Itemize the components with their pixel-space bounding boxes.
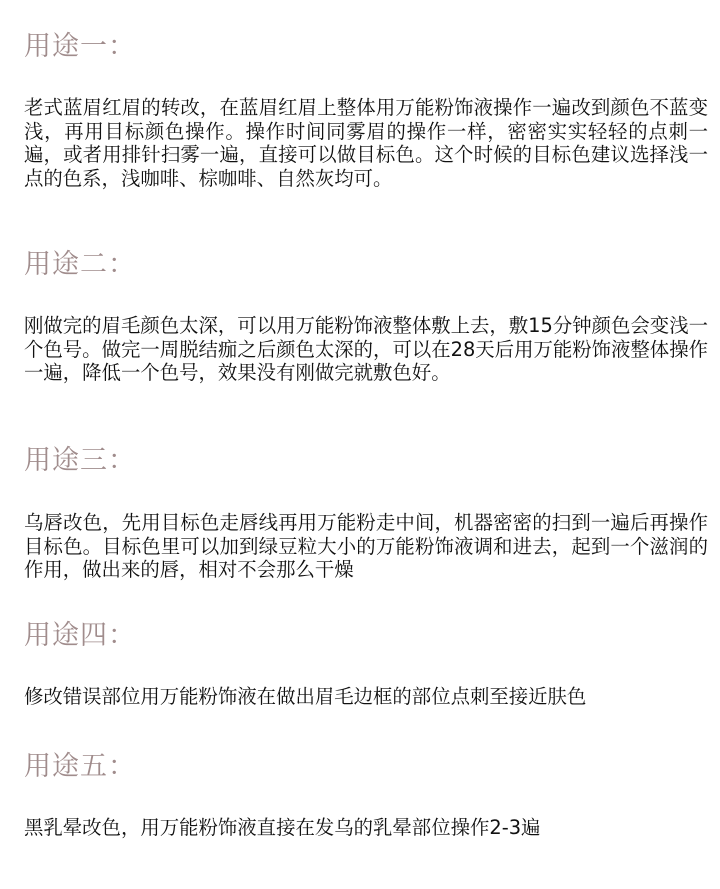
section-5-text: 黑乳晕改色，用万能粉饰液直接在发乌的乳晕部位操作2-3遍 [24, 816, 541, 839]
section-1-heading: 用途一： [24, 31, 136, 62]
section-2-heading: 用途二： [24, 249, 136, 280]
section-2-text: 刚做完的眉毛颜色太深，可以用万能粉饰液整体敷上去，敷15分钟颜色会变浅一个色号。做完一周脱结痂之后颜色太深的，可以在28天后用万能粉饰液整体操作一遍，降低一个色号，效果没有刚做完就敷色好。 [24, 314, 708, 384]
section-5-heading: 用途五： [24, 751, 136, 782]
section-4-text: 修改错误部位用万能粉饰液在做出眉毛边框的部位点刺至接近肤色 [24, 685, 587, 708]
section-1-text: 老式蓝眉红眉的转改，在蓝眉红眉上整体用万能粉饰液操作一遍改到颜色不蓝变浅，再用目标颜色操作。操作时间同雾眉的操作一样，密密实实轻轻的点刺一遍，或者用排针扫雾一遍，直接可以做目标色。这个时候的目标色建议选择浅一点的色系，浅咖啡、棕咖啡、自然灰均可。 [24, 96, 708, 190]
section-3-text: 乌唇改色，先用目标色走唇线再用万能粉走中间，机器密密的扫到一遍后再操作目标色。目标色里可以加到绿豆粒大小的万能粉饰液调和进去，起到一个滋润的作用，做出来的唇，相对不会那么干燥 [24, 511, 708, 581]
section-3-heading: 用途三： [24, 445, 136, 476]
section-4-heading: 用途四： [24, 620, 136, 651]
